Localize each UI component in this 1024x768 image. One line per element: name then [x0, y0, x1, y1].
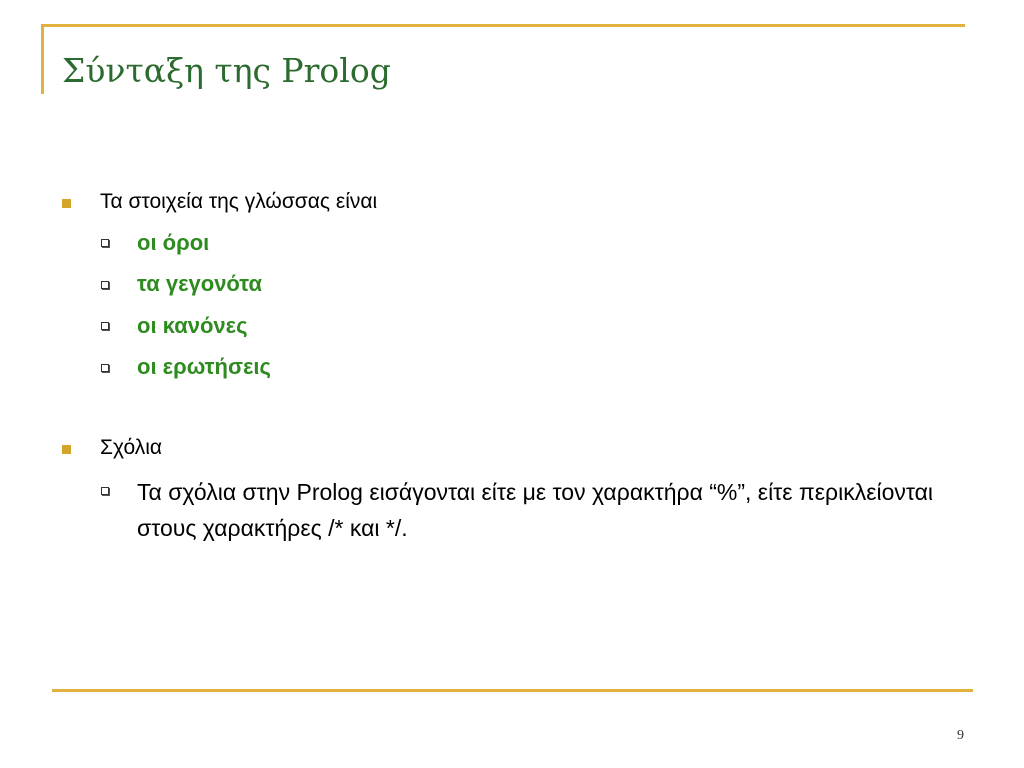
filled-square-bullet-icon — [62, 199, 71, 208]
hollow-square-bullet-icon — [101, 322, 109, 330]
list-item: τα γεγονότα — [137, 271, 262, 296]
hollow-square-bullet-icon — [101, 487, 109, 495]
bottom-accent-rule — [52, 689, 973, 692]
hollow-square-bullet-icon — [101, 281, 109, 289]
hollow-square-bullet-icon — [101, 364, 109, 372]
section-heading-elements: Τα στοιχεία της γλώσσας είναι — [100, 190, 378, 213]
hollow-square-bullet-icon — [101, 239, 109, 247]
list-item: οι κανόνες — [137, 313, 248, 338]
slide-title: Σύνταξη της Prolog — [62, 51, 391, 90]
list-item: οι ερωτήσεις — [137, 354, 271, 379]
list-item: οι όροι — [137, 230, 210, 255]
section-heading-comments: Σχόλια — [100, 436, 163, 459]
page-number: 9 — [957, 728, 964, 743]
filled-square-bullet-icon — [62, 445, 71, 454]
list-item: Τα σχόλια στην Prolog εισάγονται είτε με τον χαρακτήρα “%”, είτε περικλείονται στους χαρακτήρες /* και */. — [137, 479, 934, 541]
